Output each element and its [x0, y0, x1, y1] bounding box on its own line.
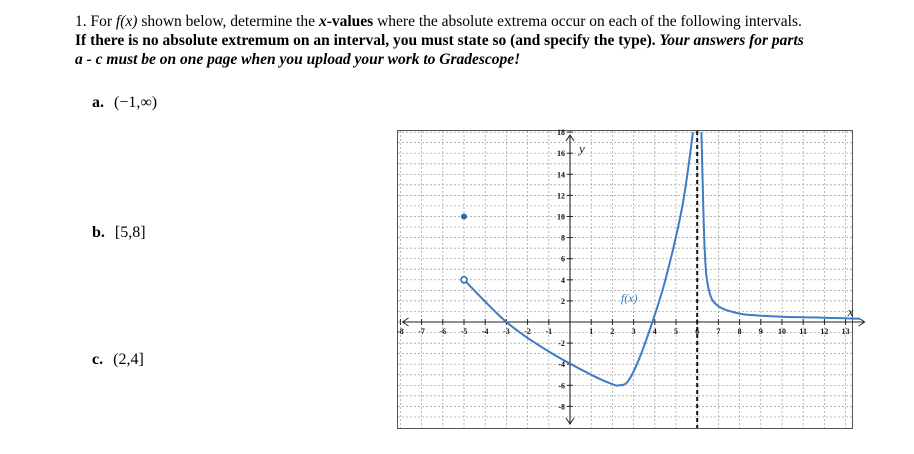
- x-tick-label: 5: [674, 327, 678, 336]
- x-tick-label: 7: [716, 327, 721, 336]
- y-tick-label: 10: [557, 212, 565, 222]
- y-tick-label: 6: [561, 254, 565, 264]
- y-tick-label: -4: [558, 360, 565, 370]
- problem-line-2: [75, 31, 905, 50]
- part-b: [92, 224, 146, 242]
- y-tick-label: 16: [557, 149, 565, 159]
- problem-line-1: [75, 12, 905, 31]
- x-tick-label: 3: [631, 327, 636, 336]
- x-tick-label: 4: [652, 327, 657, 336]
- text-segment: shown below, determine the: [137, 13, 319, 30]
- y-tick-label: -8: [558, 402, 565, 412]
- function-label: f(x): [620, 290, 638, 305]
- x-tick-label: 6: [695, 327, 700, 336]
- problem-statement: [75, 12, 905, 69]
- y-tick-label: 8: [561, 233, 565, 243]
- open-point: [461, 277, 467, 283]
- x-tick-label: -3: [503, 327, 510, 336]
- x-tick-label: -5: [460, 327, 468, 336]
- part-label: a.: [92, 94, 104, 111]
- text-segment: where the absolute extrema occur on each of the following intervals.: [373, 13, 802, 30]
- y-tick-label: 18: [557, 128, 565, 138]
- x-tick-label: 9: [758, 327, 763, 336]
- y-tick-label: 2: [561, 296, 565, 306]
- x-axis-label: x: [847, 304, 854, 319]
- part-label: c.: [92, 351, 104, 368]
- part-interval: (2,4]: [113, 351, 144, 368]
- part-interval: (−1,∞): [114, 94, 158, 111]
- y-tick-label: -2: [558, 339, 565, 349]
- text-segment: For: [90, 13, 116, 30]
- function-name: f(x): [115, 13, 138, 30]
- x-tick-label: 11: [799, 327, 807, 336]
- x-tick-label: -6: [439, 327, 447, 336]
- y-tick-label: 12: [557, 191, 565, 201]
- y-tick-label: -6: [558, 381, 565, 391]
- x-tick-label: 1: [589, 327, 594, 336]
- function-graph: [397, 130, 853, 429]
- problem-number: 1.: [75, 13, 87, 30]
- x-tick-label: 10: [778, 327, 786, 336]
- x-tick-label: -8: [397, 327, 404, 336]
- curve-piece-2: [701, 132, 860, 319]
- instruction-bold-italic-2: a - c must be on one page when you upload your work to Gradescope!: [75, 51, 521, 68]
- filled-point: [461, 214, 467, 220]
- x-tick-label: 2: [610, 327, 615, 336]
- x-tick-label: -2: [524, 327, 531, 336]
- x-values-label: -values: [326, 13, 374, 30]
- labels: [577, 141, 854, 319]
- x-tick-label: -7: [418, 327, 425, 336]
- x-tick-label: 12: [820, 327, 829, 336]
- variable-x: x: [318, 13, 327, 30]
- y-axis-label: y: [579, 141, 585, 156]
- instruction-bold-italic: Your answers for parts: [659, 32, 804, 49]
- part-label: b.: [92, 224, 105, 241]
- x-tick-label: 13: [841, 327, 850, 336]
- problem-line-3: [75, 50, 905, 69]
- x-tick-label: 8: [737, 327, 742, 336]
- graph-svg: [397, 128, 854, 428]
- part-interval: [5,8]: [114, 224, 146, 241]
- y-tick-label: 14: [557, 170, 565, 180]
- x-tick-label: -1: [545, 327, 553, 336]
- x-tick-label: -4: [481, 327, 489, 336]
- part-a: [92, 94, 157, 112]
- instruction-bold: If there is no absolute extremum on an interval, you must state so (and specify the type).: [75, 32, 656, 49]
- y-tick-label: 4: [561, 275, 565, 285]
- part-c: [92, 351, 144, 369]
